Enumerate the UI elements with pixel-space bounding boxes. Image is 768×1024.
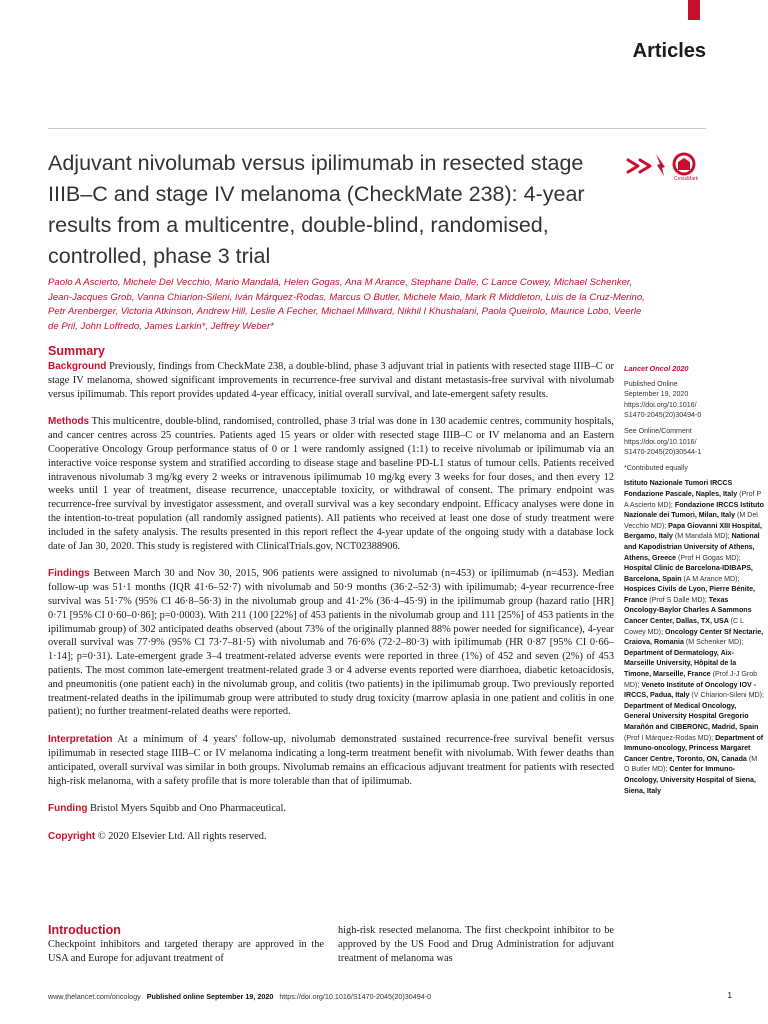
- affiliation-person: (Prof H Gogas MD);: [678, 553, 741, 562]
- interpretation-text: At a minimum of 4 years' follow-up, nivolumab demonstrated sustained recurrence-free survival benefit versus ipilimumab in resected stage IIIB–C or IV melanoma indicating a long-term treatment benefit with nivolumab. With fewer deaths than anticipated, overall survival was similar in both groups. Nivolumab remains an efficacious adjuvant treatment for patients with resected high-risk melanoma, with a safety profile that is more tolerable than that of ipilimumab.: [48, 734, 614, 787]
- methods-label: Methods: [48, 416, 90, 428]
- affiliation-person: (Prof S Dalle MD);: [649, 595, 709, 604]
- affiliation-name: Papa Giovanni XIII Hospital, Bergamo, Italy: [624, 521, 762, 541]
- introduction-col1: Checkpoint inhibitors and targeted therapy are approved in the USA and Europe for adjuvant treatment of: [48, 939, 324, 964]
- affiliation-person: (M Mandalá MD);: [674, 532, 732, 541]
- findings-text: Between March 30 and Nov 30, 2015, 906 patients were assigned to nivolumab (n=453) or ipilimumab (n=453). Median follow-up was 51·1 months (IQR 41·6–52·7) with nivolumab and 50·9 months (36·2–52·3) with ipilimumab; 4-year recurrence-free survival was 51·7% (95% CI 46·8–56·3) in the nivolumab group and 41·2% (36·4–45·9) in the ipilimumab group (hazard ratio [HR] 0·71 [95% CI 0·60–0·86]; p=0·0003). With 211 (100 [22%] of 453 patients in the nivolumab group and 111 [25%] of 453 patients in the ipilimumab group) of 302 anticipated deaths observed (about 73% of the originally planned 88% power needed for significance), 4-year overall survival was 77·9% (95% CI 73·7–81·5) with nivolumab and 76·6% (72·2–80·3) with ipilimumab (HR 0·87 [95% CI 0·66–1·14]; p=0·31). Late-emergent grade 3–4 treatment-related adverse events were reported in three (1%) of 452 and seven (2%) of 453 patients. The most common late-emergent treatment-related grade 3 or 4 adverse events reported were diarrhoea, diabetic ketoacidosis, and pneumonitis (one patient each) in the nivolumab group, and colitis (two patients) in the ipilimumab group. Two previously reported treatment-related deaths in the ipilimumab group were attributed to study drug toxicity (marrow aplasia in one patient and colitis in one patient); no further treatment-related deaths were reported.: [48, 568, 614, 718]
- funding-paragraph: [48, 802, 614, 816]
- see-online-comment[interactable]: See Online/Comment https://doi.org/10.1016/ S1470-2045(20)30544-1: [624, 426, 702, 457]
- affiliations: [624, 478, 764, 796]
- background-paragraph: [48, 360, 614, 401]
- section-label: Articles: [632, 40, 706, 62]
- affiliation-person: (A M Arance MD);: [683, 574, 740, 583]
- copyright-text: © 2020 Elsevier Ltd. All rights reserved.: [97, 831, 267, 843]
- affiliation-person: (M Schenker MD);: [685, 638, 744, 647]
- background-text: Previously, findings from CheckMate 238, a double-blind, phase 3 adjuvant trial in patients with resected stage IIIB–C or stage IV melanoma, showed significant improvements in recurrence-free survival and distant metastasis-free survival with nivolumab versus ipilimumab. This report provides updated 4-year efficacy, initial overall survival, and late-emergent safety results.: [48, 361, 614, 400]
- header-accent-bar: [688, 0, 700, 20]
- affiliation-name: Department of Immuno-oncology, Princess Margaret Cancer Centre, Toronto, ON, Canada: [624, 733, 764, 763]
- header-divider: [48, 128, 706, 129]
- affiliation-name: Istituto Nazionale Tumori IRCCS Fondazione Pascale, Naples, Italy: [624, 479, 740, 498]
- crossmark-label: CrossMark: [674, 176, 699, 182]
- affiliation-name: Department of Dermatology, Aix-Marseille University, Hôpital de la Timone, Marseille, France: [624, 648, 737, 679]
- summary-heading: Summary: [48, 344, 105, 358]
- author-list: Paolo A Ascierto, Michele Del Vecchio, Mario Mandalá, Helen Gogas, Ana M Arance, Stephane Dalle, C Lance Cowey, Michael Schenker, Jean-Jacques Grob, Vanna Chiarion-Sileni, Iván Márquez-Rodas, Marcus O Butler, Michele Maio, Mark R Middleton, Luis de la Cruz-Merino, Petr Arenberger, Victoria Atkinson, Andrew Hill, Leslie A Fecher, Michael Millward, Nikhil I Khushalani, Paola Queirolo, Maurice Lobo, Veerle de Pril, John Loffredo, James Larkin*, Jeffrey Weber*: [48, 277, 645, 332]
- methods-paragraph: [48, 415, 614, 553]
- footer-published: Published online September 19, 2020: [146, 992, 274, 1001]
- affiliation-name: Oncology Center Sf Nectarie, Craiova, Romania: [624, 627, 764, 647]
- introduction-col2: high-risk resected melanoma. The first checkpoint inhibitor to be approved by the US Food and Drug Administration for adjuvant treatment of melanoma was: [338, 925, 614, 964]
- affiliation-person: (C L Cowey MD);: [624, 617, 744, 636]
- findings-paragraph: [48, 567, 614, 719]
- affiliation-person: (Prof J-J Grob MD);: [624, 670, 758, 689]
- summary-body: [48, 360, 614, 858]
- funding-label: Funding: [48, 803, 88, 815]
- interpretation-paragraph: [48, 733, 614, 788]
- findings-label: Findings: [48, 568, 90, 580]
- page-number: 1: [727, 991, 732, 1000]
- copyright-label: Copyright: [48, 831, 96, 843]
- footer-doi-link[interactable]: https://doi.org/10.1016/S1470-2045(20)30494-0: [279, 992, 432, 1001]
- affiliation-name: Center for Immuno-Oncology, University Hospital of Siena, Siena, Italy: [624, 765, 756, 795]
- affiliation-name: Department of Medical Oncology, General University Hospital Gregorio Marañón and CIBERONC, Madrid, Spain: [624, 701, 759, 731]
- published-online[interactable]: Published Online September 19, 2020 https://doi.org/10.1016/ S1470-2045(20)30494-0: [624, 379, 702, 420]
- affiliation-person: (M Del Vecchio MD);: [624, 511, 758, 530]
- page-footer: [48, 992, 431, 1001]
- affiliation-name: Hospices Civils de Lyon, Pierre Bénite, France: [624, 585, 756, 604]
- affiliation-name: Veneto Institute of Oncology IOV - IRCCS, Padua, Italy: [624, 680, 757, 700]
- sidebar: [624, 364, 764, 801]
- funding-text: Bristol Myers Squibb and Ono Pharmaceutical.: [90, 803, 286, 815]
- affiliation-person: (V Chiarion-Sileni MD);: [691, 691, 764, 700]
- copyright-paragraph: [48, 830, 614, 844]
- footer-site-link[interactable]: www.thelancet.com/oncology: [48, 992, 141, 1001]
- journal-citation: Lancet Oncol 2020: [624, 364, 689, 373]
- affiliation-person: (M O Butler MD);: [624, 754, 758, 774]
- affiliation-person: (Prof P A Ascierto MD);: [624, 489, 762, 509]
- affiliation-name: National and Kapodistrian University of Athens, Athens, Greece: [624, 532, 760, 562]
- introduction-heading: Introduction: [48, 923, 121, 937]
- interpretation-label: Interpretation: [48, 734, 113, 746]
- affiliation-name: Fondazione IRCCS Istituto Nazionale dei Tumori, Milan, Italy: [624, 500, 764, 520]
- affiliation-name: Texas Oncology-Baylor Charles A Sammons Cancer Center, Dallas, TX, USA: [624, 595, 752, 626]
- background-label: Background: [48, 361, 107, 372]
- affiliation-name: Hospital Clinic de Barcelona-IDIBAPS, Barcelona, Spain: [624, 564, 753, 583]
- methods-text: This multicentre, double-blind, randomised, controlled, phase 3 trial was done in 130 academic centres, community hospitals, and cancer centres across 25 countries. Patients aged 15 years or older with resected stage IIIB–C or IV melanoma and an Eastern Cooperative Oncology Group performance status of 0 or 1 were randomly assigned (1:1) to receive nivolumab or ipilimumab via an interactive voice response system and stratified according to disease stage and baseline PD-L1 status of tumour cells. Patients received intravenous nivolumab 3 mg/kg every 2 weeks or intravenous ipilimumab 10 mg/kg every 3 weeks for four doses, and then every 12 weeks until 1 year of treatment, disease recurrence, unacceptable toxicity, or withdrawal of consent. The primary endpoint was recurrence-free survival by investigator assessment, and overall survival was a key secondary endpoint. Efficacy analyses were done in the intention-to-treat population (all randomly assigned patients). All patients who received at least one dose of study treatment were included in the safety analysis. The results presented in this report reflect the 4-year update of the ongoing study with a database lock date of Jan 30, 2020. This study is registered with ClinicalTrials.gov, NCT02388906.: [48, 416, 614, 552]
- contributed-note: *Contributed equally: [624, 463, 688, 472]
- article-title: Adjuvant nivolumab versus ipilimumab in resected stage IIIB–C and stage IV melanoma (CheckMate 238): 4-year results from a multicentre, double-blind, randomised, controlled, phase 3 trial: [48, 151, 585, 268]
- crossmark-icon[interactable]: [626, 150, 700, 190]
- affiliation-person: (Prof I Márquez-Rodas MD);: [624, 733, 716, 742]
